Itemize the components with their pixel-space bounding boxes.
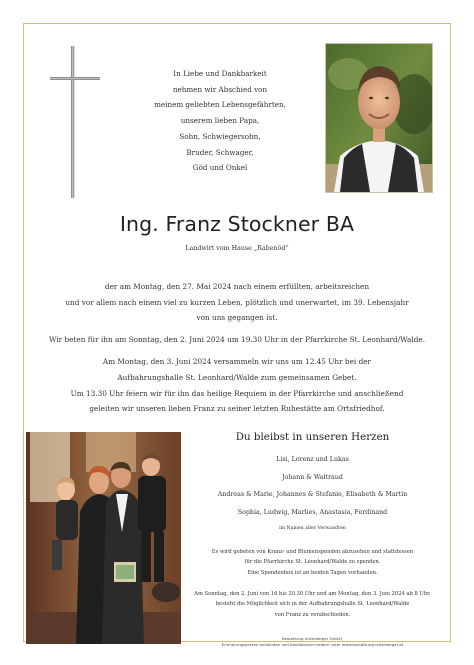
family-line: Johann & Waltraud bbox=[282, 473, 343, 481]
intro-line: Göd und Onkel bbox=[192, 163, 248, 173]
family-note: im Namen aller Verwandten bbox=[279, 525, 346, 531]
intro-line: Bruder, Schwager, bbox=[186, 147, 254, 157]
intro-line: In Liebe und Dankbarkeit bbox=[173, 69, 267, 78]
prayer-paragraph bbox=[40, 332, 434, 348]
deceased-subtitle: Landwirt vom Hause „Rabenöd“ bbox=[185, 245, 289, 252]
family-line: Andreas & Marie, Johannes & Stefanie, Elisabeth & Martin bbox=[217, 491, 408, 499]
family-photo bbox=[26, 432, 181, 644]
memory-title: Du bleibst in unseren Herzen bbox=[235, 431, 390, 443]
times-line: Am Sonntag, den 2. Juni von 16 bis 20.30 Uhr und am Montag, den 3. Juni 2024 ab 8 Uhr, bbox=[194, 591, 431, 597]
text-line: und vor allem nach einem viel zu kurzen Leben, plötzlich und unerwartet, im 39. Lebensjahr bbox=[65, 297, 409, 307]
text-line: Um 13.30 Uhr feiern wir für ihn das heilige Requiem in der Pfarrkirche und anschließend bbox=[70, 388, 404, 398]
intro-line: meinem geliebten Lebensgefährten, bbox=[154, 100, 286, 110]
intro-text bbox=[120, 66, 320, 176]
notice-line: für die Pfarrkirche St. Leonhard/Walde zu spenden. bbox=[244, 559, 381, 566]
intro-line: nehmen wir Abschied von bbox=[172, 84, 268, 94]
notice-line: Es wird gebeten von Kranz- und Blumenspenden abzusehen und stattdessen bbox=[211, 549, 414, 555]
viewing-times bbox=[190, 589, 435, 620]
portrait-photo bbox=[326, 44, 432, 192]
family-list bbox=[190, 451, 435, 535]
intro-line: Sohn, Schwiegersohn, bbox=[179, 131, 261, 141]
text-line: Aufbahrungshalle St. Leonhard/Walde zum gemeinsamen Gebet. bbox=[117, 372, 357, 382]
text-line: Wir beten für ihn am Sonntag, den 2. Juni 2024 um 19.30 Uhr in der Pfarrkirche St. Leonhard/Walde. bbox=[48, 334, 426, 344]
text-line: von uns gegangen ist. bbox=[196, 313, 278, 323]
announcement-text bbox=[40, 279, 434, 417]
footer-line: Bestattung Unterberger GmbH, bbox=[281, 636, 344, 641]
times-line: besteht die Möglichkeit sich in der Aufbahrungshalle St. Leonhard/Walde bbox=[215, 601, 410, 608]
family-line: Lisi, Lorenz und Lukas bbox=[276, 456, 349, 463]
notice-line: Eine Spendenbox ist an beiden Tagen vorhanden. bbox=[247, 569, 378, 576]
text-line: geleiten wir unseren lieben Franz zu seiner letzten Ruhestätte am Ortsfriedhof. bbox=[89, 404, 385, 414]
funeral-paragraph bbox=[40, 354, 434, 416]
footer-line: Erinnerungskerzen entzünden und Kondolenzschreiben unter www.bestattung-unterberger.at bbox=[221, 642, 404, 647]
deceased-name: Ing. Franz Stockner BA bbox=[119, 212, 355, 236]
times-line: von Franz zu verabschieden. bbox=[274, 611, 351, 618]
text-line: Am Montag, den 3. Juni 2024 versammeln wir uns um 12.45 Uhr bei der bbox=[102, 357, 372, 367]
cross-icon bbox=[50, 46, 100, 198]
family-line: Sophia, Ludwig, Marlies, Anastasia, Ferdinand bbox=[237, 509, 388, 517]
announcement-paragraph bbox=[40, 279, 434, 326]
footer-credit bbox=[190, 636, 435, 648]
text-line: der am Montag, den 27. Mai 2024 nach einem erfüllten, arbeitsreichen bbox=[104, 282, 370, 291]
donation-notice bbox=[190, 547, 435, 578]
intro-line: unserem lieben Papa, bbox=[180, 116, 260, 126]
